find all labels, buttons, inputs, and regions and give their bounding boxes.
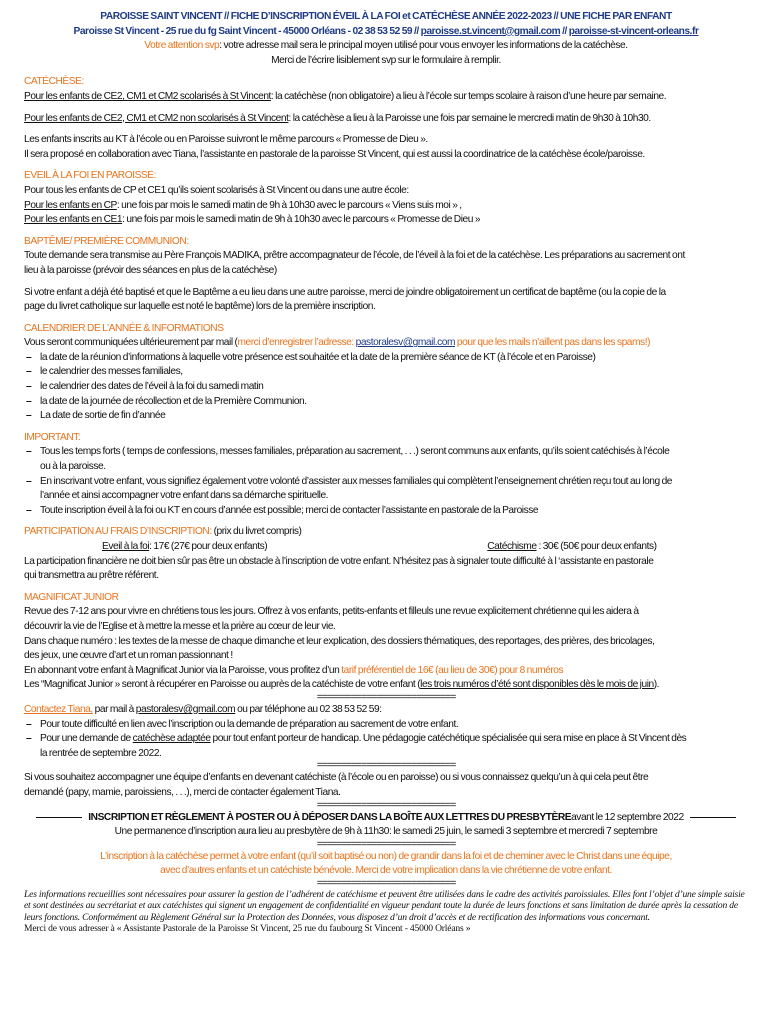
contact-line: Contactez Tiana, par mail à pastoralesv@gmail.com ou par téléphone au 02 38 53 52 59: (24, 703, 382, 715)
bapteme-request: Toute demande sera transmise au Père François MADIKA, prêtre accompagnateur de l’école, de l’éveil à la foi et de la catéchèse. Les préparations au sacrement ont lieu à la paroisse (prévoir des séances en plus de la catéchèse) (24, 250, 685, 276)
list-item: – La date de sortie de fin d’année (24, 409, 748, 424)
section-title-participation: PARTICIPATION AU FRAIS D’INSCRIPTION: (prix du livret compris) (24, 526, 302, 538)
eveil-intro: Pour tous les enfants de CP et CE1 qu’ils soient scolarisés à St Vincent ou dans une autre école: (24, 184, 409, 196)
separator: ============================ (316, 760, 456, 772)
eveil-ce1: Pour les enfants en CE1: une fois par mois le samedi matin de 9h à 10h30 avec le parcours « Promesse de Dieu » (24, 214, 481, 226)
inscription-title: INSCRIPTION ET RÈGLEMENT À POSTER OU À DÉPOSER DANS LA BOÎTE AUX LETTRES DU PRESBYTÈRE avant le 12 septembre 2022 (24, 811, 748, 826)
inscription-permanence: Une permanence d’inscription aura lieu au presbytère de 9h à 11h30: le samedi 25 juin, le samedi 3 septembre et mercredi 7 septembre (114, 826, 658, 838)
footer-address: Merci de vous adresser à « Assistante Pastorale de la Paroisse St Vincent, 25 rue du faubourg St Vincent - 45000 Orléans » (24, 923, 471, 935)
magnificat-line: des jeux, une œuvre d’art et un roman passionnant ! (24, 650, 233, 662)
rule-left (36, 817, 82, 818)
list-item: – Toute inscription éveil à la foi ou KT en cours d’année est possible; merci de contacter l’assistante en pastorale de la Paroisse (24, 504, 748, 519)
section-title-calendrier: CALENDRIER DE L’ANNÉE & INFORMATIONS (24, 322, 224, 334)
list-item: – Tous les temps forts ( temps de confessions, messes familiales, préparation au sacrement, . . .) seront communs aux enfants, qu’ils soient catéchisés à l’école ou à la paroisse. (24, 445, 748, 474)
magnificat-line: Dans chaque numéro : les textes de la messe de chaque dimanche et leur explication, des dossiers thématiques, des reportages, des prières, des bricolages, (24, 635, 655, 647)
catechist-invite: Si vous souhaitez accompagner une équipe d’enfants en devenant catéchiste (à l’école ou en paroisse) ou si vous connaissez quelqu’un à qui cela peut être demandé (papy, mamie, paroissiens, . . .), merci de contacter également Tiana. (24, 772, 649, 798)
rule-right (690, 817, 736, 818)
contact-email-link[interactable]: pastoralesv@gmail.com (135, 703, 236, 715)
contact-label: Contactez Tiana, (24, 703, 93, 715)
list-item: – En inscrivant votre enfant, vous signifiez également votre volonté d’assister aux messes familiales qui complètent l’enseignement chrétien reçu tout au long de l’année et ainsi accompagner votre enfant dans sa démarche spirituelle. (24, 475, 748, 504)
section-title-magnificat: MAGNIFICAT JUNIOR (24, 591, 119, 603)
magnificat-pickup: Les “Magnificat Junior » seront à récupérer en Paroisse ou auprès de la catéchiste de votre enfant (les trois numéros d’été sont disponibles dès le mois de juin). (24, 679, 660, 691)
privacy-notice: Les informations recueillies sont nécessaires pour assurer la gestion de l’adhérent de catéchisme et peuvent être utilisées dans le cadre des activités paroissiales. Elles font l’objet d’une simple saisie et sont destinées au secrétariat et aux catéchistes qui signent un engagement de confidentialité en vigueur pendant toute la durée de leurs fonctions et sans limitation de durée après la cessation de leurs fonctions. Conformément au Règlement Général sur la Protection des Données, vous disposez d’un droit d’accès et de rectification des informations vous concernant. (24, 888, 745, 923)
participation-prices: Eveil à la foi: 17€ (27€ pour deux enfants) Catéchisme : 30€ (50€ pour deux enfants) (102, 541, 657, 552)
section-title-eveil: EVEIL À LA FOI EN PAROISSE: (24, 170, 156, 182)
list-item: – la date de la journée de récollection et de la Première Communion. (24, 395, 748, 410)
parish-email-link[interactable]: paroisse.st.vincent@gmail.com (420, 25, 561, 37)
section-title-important: IMPORTANT: (24, 431, 81, 443)
pastorale-email-link[interactable]: pastoralesv@gmail.com (355, 337, 456, 349)
separator: ============================ (316, 838, 456, 850)
separator: ============================ (316, 691, 456, 703)
catechese-parish: Pour les enfants de CE2, CM1 et CM2 non scolarisés à St Vincent: la catéchèse a lieu à la Paroisse une fois par semaine le mercredi matin de 9h30 à 10h30. (24, 112, 651, 124)
separator: ============================ (316, 877, 456, 889)
magnificat-price: En abonnant votre enfant à Magnificat Junior via la Paroisse, vous profitez d’un tarif préférentiel de 16€ (au lieu de 30€) pour 8 numéros (24, 664, 564, 676)
attention-note: Votre attention svp: votre adresse mail sera le principal moyen utilisé pour vous envoyer les informations de la catéchèse. (144, 40, 628, 52)
legibility-note: Merci de l’écrire lisiblement svp sur le formulaire à remplir. (271, 54, 501, 66)
closing-line: L’inscription à la catéchèse permet à votre enfant (qu’il soit baptisé ou non) de grandir dans la foi et de cheminer avec le Christ dans une équipe, (100, 850, 672, 862)
bapteme-certificate: Si votre enfant a déjà été baptisé et que le Baptême a eu lieu dans une autre paroisse, merci de joindre obligatoirement un certificat de baptême (ou la copie de la page du livret catholique sur laquelle est noté le baptême) lors de la première inscription. (24, 286, 666, 313)
section-title-catechese: CATÉCHÈSE: (24, 76, 84, 88)
catechese-school: Pour les enfants de CE2, CM1 et CM2 scolarisés à St Vincent: la catéchèse (non obligatoire) a lieu à l’école sur temps scolaire à raison d’une heure par semaine. (24, 90, 667, 102)
attention-label: Votre attention svp (144, 40, 220, 52)
section-title-bapteme: BAPTÊME/ PREMIÈRE COMMUNION: (24, 235, 189, 247)
catechese-collaboration: Il sera proposé en collaboration avec Tiana, l’assistante en pastorale de la paroisse St Vincent, qui est aussi la coordinatrice de la catéchèse école/paroisse. (24, 148, 645, 160)
participation-note: La participation financière ne doit bien sûr pas être un obstacle à l’inscription de votre enfant. N’hésitez pas à signaler toute difficulté à l ‘assistante en pastorale qui transmettra au prêtre référent. (24, 555, 654, 582)
parish-website-link[interactable]: paroisse-st-vincent-orleans.fr (568, 25, 699, 37)
calendrier-intro: Vous seront communiquées ultérieurement par mail (merci d’enregistrer l’adresse: pastoralesv@gmail.com pour que les mails n’aillent pas dans les spams!) (24, 337, 651, 349)
magnificat-line: découvrir la vie de l’Eglise et à mettre la messe et la prière au cœur de leur vie. (24, 620, 336, 632)
eveil-cp: Pour les enfants en CP: une fois par mois le samedi matin de 9h à 10h30 avec le parcours « Viens suis moi » , (24, 199, 462, 211)
list-item: – le calendrier des dates de l’éveil à la foi du samedi matin (24, 380, 748, 395)
registration-form (24, 10, 748, 935)
catechese-parcours: Les enfants inscrits au KT à l’école ou en Paroisse suivront le même parcours « Promesse de Dieu ». (24, 134, 428, 146)
list-item: – Pour toute difficulté en lien avec l’inscription ou la demande de préparation au sacrement de votre enfant. (24, 718, 748, 733)
parish-address: Paroisse St Vincent - 25 rue du fg Saint Vincent - 45000 Orléans - 02 38 53 52 59 // paroisse.st.vincent@gmail.com // paroisse-st-vincent-orleans.fr (73, 25, 699, 37)
separator: ============================ (316, 799, 456, 811)
page-title: PAROISSE SAINT VINCENT // FICHE D’INSCRIPTION ÉVEIL À LA FOI et CATÉCHÈSE ANNÉE 2022-2023 // UNE FICHE PAR ENFANT (100, 11, 672, 22)
closing-line: avec d’autres enfants et un catéchiste bénévole. Merci de votre implication dans la vie chrétienne de votre enfant. (160, 865, 612, 877)
list-item: – la date de la réunion d’informations à laquelle votre présence est souhaitée et la date de la première séance de KT (à l’école et en Paroisse) (24, 351, 748, 366)
list-item: – le calendrier des messes familiales, (24, 365, 748, 380)
list-item: – Pour une demande de catéchèse adaptée pour tout enfant porteur de handicap. Une pédagogie catéchétique spécialisée qui sera mise en place à St Vincent dès la rentrée de septembre 2022. (24, 732, 748, 761)
magnificat-line: Revue des 7-12 ans pour vivre en chrétiens tous les jours. Offrez à vos enfants, petits-enfants et filleuls une revue explicitement chrétienne qui les aidera à (24, 606, 639, 618)
